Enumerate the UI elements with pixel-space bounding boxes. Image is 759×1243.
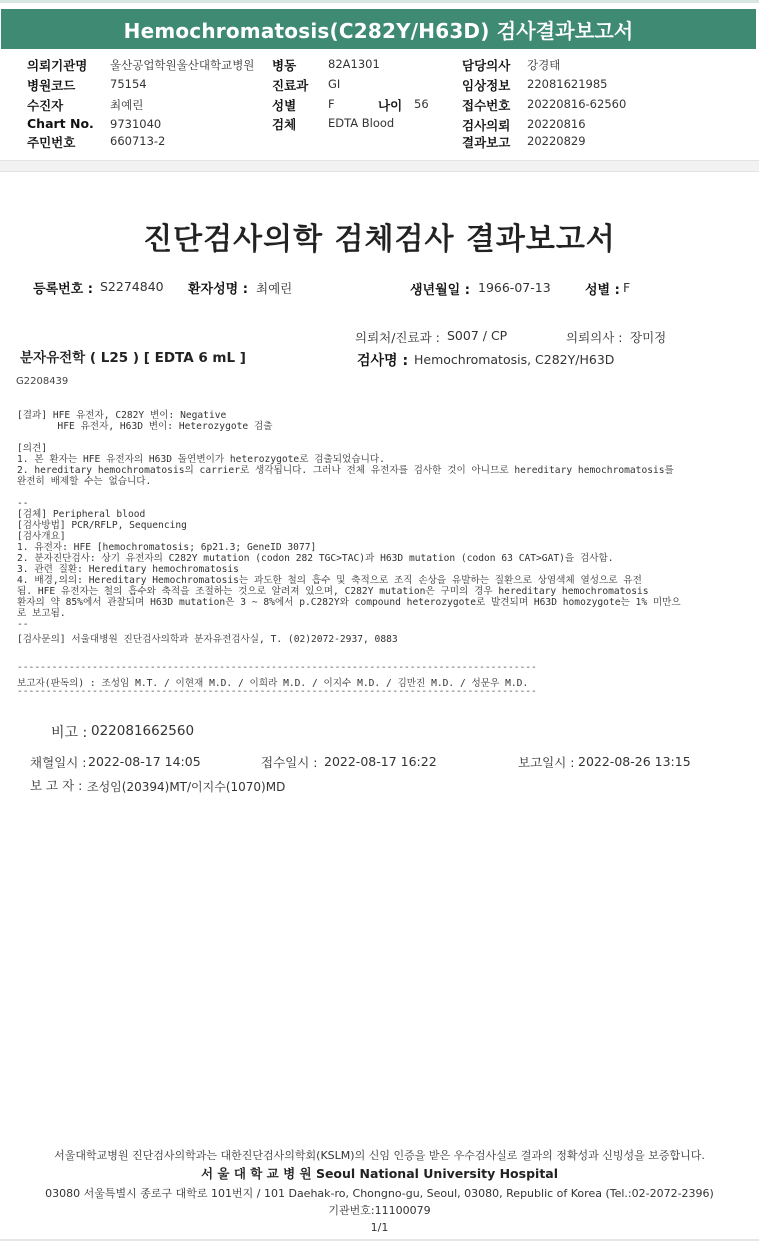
reporter-value: 조성임(20394)MT/이지수(1070)MD bbox=[87, 780, 286, 794]
body-line: 1. 본 환자는 HFE 유전자의 H63D 돌연변이가 heterozygote로 검출되었습니다. bbox=[17, 454, 385, 465]
header-label: 검체 bbox=[272, 117, 297, 132]
sample-id: G2208439 bbox=[16, 376, 69, 387]
header-label: 주민번호 bbox=[27, 135, 76, 150]
rule-bottom: ------------------------------------------------------------------------------------------ bbox=[17, 686, 537, 697]
body-line: [검체] Peripheral blood bbox=[17, 509, 146, 520]
doctor-value: 장미정 bbox=[630, 330, 667, 345]
header-value: 56 bbox=[414, 97, 429, 111]
header-value: GI bbox=[328, 77, 341, 91]
body-line: -- bbox=[17, 619, 29, 630]
header-label: 진료과 bbox=[272, 78, 309, 93]
report-banner bbox=[0, 0, 759, 54]
sex-label: 성별 : bbox=[585, 283, 620, 298]
header-value: 82A1301 bbox=[328, 57, 380, 71]
header-label: 성별 bbox=[272, 98, 297, 113]
rule-top: ------------------------------------------------------------------------------------------ bbox=[17, 662, 537, 673]
footer-org-no: 기관번호:11100079 bbox=[328, 1204, 431, 1217]
receive-value: 2022-08-17 16:22 bbox=[324, 754, 437, 769]
page-number: 1/1 bbox=[370, 1221, 389, 1234]
reporters-line: 보고자(판독의) : 조성임 M.T. / 이현재 M.D. / 이희라 M.D. / 이지수 M.D. / 김만진 M.D. / 성문우 M.D. bbox=[17, 678, 529, 689]
header-value: 20220816-62560 bbox=[527, 97, 627, 111]
header-label: 의뢰기관명 bbox=[27, 58, 88, 73]
body-line: 1. 유전자: HFE [hemochromatosis; 6p21.3; GeneID 3077] bbox=[17, 542, 317, 553]
reg-label: 등록번호 : bbox=[33, 282, 93, 297]
test-value: Hemochromatosis, C282Y/H63D bbox=[414, 352, 615, 367]
reporter-label: 보 고 자 : bbox=[30, 778, 83, 793]
header-label: 임상정보 bbox=[462, 78, 511, 93]
header-value: 강경태 bbox=[527, 58, 561, 72]
body-line: 완전히 배제할 수는 없습니다. bbox=[17, 476, 152, 487]
header-label: 결과보고 bbox=[462, 135, 511, 150]
header-value: 22081621985 bbox=[527, 77, 608, 91]
bottom-border bbox=[0, 1239, 759, 1241]
header-value: F bbox=[328, 97, 335, 111]
body-line: 됨. HFE 유전자는 철의 흡수와 축적을 조절하는 것으로 알려져 있으며, C282Y mutation은 구미의 경우 hereditary hemochromatosis bbox=[17, 586, 649, 597]
doctor-label: 의뢰의사 : bbox=[566, 330, 623, 345]
body-line: [검사문의] 서울대병원 진단검사의학과 분자유전검사실, T. (02)2072-2937, 0883 bbox=[17, 634, 398, 645]
report-time-value: 2022-08-26 13:15 bbox=[578, 754, 691, 769]
body-line: [의견] bbox=[17, 443, 48, 454]
header-label: 접수번호 bbox=[462, 98, 511, 113]
body-line bbox=[17, 487, 747, 498]
body-line: [결과] HFE 유전자, C282Y 변이: Negative bbox=[17, 410, 227, 421]
remark-value: 022081662560 bbox=[91, 723, 195, 739]
page-title: 진단검사의학 검체검사 결과보고서 bbox=[143, 222, 616, 257]
header-value: EDTA Blood bbox=[328, 116, 395, 130]
header-label: 나이 bbox=[378, 98, 403, 113]
header-value: 9731040 bbox=[110, 117, 162, 131]
dob-value: 1966-07-13 bbox=[478, 280, 551, 295]
body-line: [검사방법] PCR/RFLP, Sequencing bbox=[17, 520, 187, 531]
reg-value: S2274840 bbox=[100, 279, 164, 294]
footer-cert: 서울대학교병원 진단검사의학과는 대한진단검사의학회(KSLM)의 신임 인증을 받은 우수검사실로 결과의 정확성과 신빙성을 보증합니다. bbox=[54, 1149, 705, 1162]
collect-value: 2022-08-17 14:05 bbox=[88, 754, 201, 769]
sex-value: F bbox=[623, 280, 631, 295]
body-line: 로 보고됨. bbox=[17, 608, 66, 619]
header-label: 병동 bbox=[272, 58, 297, 73]
body-line: 3. 관련 질환: Hereditary hemochromatosis bbox=[17, 564, 239, 575]
collect-label: 채혈일시 : bbox=[30, 755, 87, 770]
header-value: 75154 bbox=[110, 77, 147, 91]
remark-label: 비고 : bbox=[51, 725, 88, 741]
body-line: 2. 분자진단검사: 상기 유전자의 C282Y mutation (codon 282 TGC>TAC)과 H63D mutation (codon 63 CAT>GAT)을 검사함. bbox=[17, 553, 614, 564]
banner-title: Hemochromatosis(C282Y/H63D) 검사결과보고서 bbox=[1, 9, 756, 49]
dept-label: 의뢰처/진료과 : bbox=[355, 330, 440, 345]
header-value: 울산공업학원울산대학교병원 bbox=[110, 58, 255, 72]
section-title: 분자유전학 ( L25 ) [ EDTA 6 mL ] bbox=[20, 350, 246, 366]
body-line: 4. 배경,의의: Hereditary Hemochromatosis는 과도한 철의 흡수 및 축적으로 조직 손상을 유발하는 질환으로 상염색체 열성으로 유전 bbox=[17, 575, 642, 586]
body-line: [검사개요] bbox=[17, 531, 66, 542]
test-label: 검사명 : bbox=[357, 353, 409, 369]
header-label: 검사의뢰 bbox=[462, 118, 511, 133]
header-value: 660713-2 bbox=[110, 134, 166, 148]
report-time-label: 보고일시 : bbox=[518, 755, 575, 770]
report-body bbox=[17, 399, 747, 656]
footer-address: 03080 서울특별시 종로구 대학로 101번지 / 101 Daehak-ro, Chongno-gu, Seoul, 03080, Republic of Korea (Tel.:02-2072-2396) bbox=[45, 1187, 714, 1200]
body-line: 2. hereditary hemochromatosis의 carrier로 생각됩니다. 그러나 전체 유전자를 검사한 것이 아니므로 hereditary hemochromatosis를 bbox=[17, 465, 674, 476]
body-line bbox=[17, 432, 747, 443]
header-value: 20220816 bbox=[527, 117, 586, 131]
dob-label: 생년월일 : bbox=[410, 283, 470, 298]
body-line: -- bbox=[17, 498, 29, 509]
header-label: 병원코드 bbox=[27, 78, 76, 93]
header-value: 20220829 bbox=[527, 134, 586, 148]
footer-hospital: 서 울 대 학 교 병 원 Seoul National University Hospital bbox=[200, 1166, 559, 1181]
header-label: 담당의사 bbox=[462, 58, 511, 73]
body-line: 환자의 약 85%에서 관찰되며 H63D mutation은 3 ~ 8%에서 p.C282Y와 compound heterozygote로 발견되며 H63D homozygote는 1% 미만으 bbox=[17, 597, 681, 608]
name-value: 최예린 bbox=[256, 281, 293, 296]
dept-value: S007 / CP bbox=[447, 328, 508, 343]
header-label: Chart No. bbox=[27, 116, 94, 131]
body-line: HFE 유전자, H63D 변이: Heterozygote 검출 bbox=[17, 421, 273, 432]
header-value: 최예린 bbox=[110, 98, 144, 112]
name-label: 환자성명 : bbox=[188, 282, 248, 297]
receive-label: 접수일시 : bbox=[261, 755, 318, 770]
page-divider bbox=[0, 160, 759, 172]
header-label: 수진자 bbox=[27, 98, 64, 113]
